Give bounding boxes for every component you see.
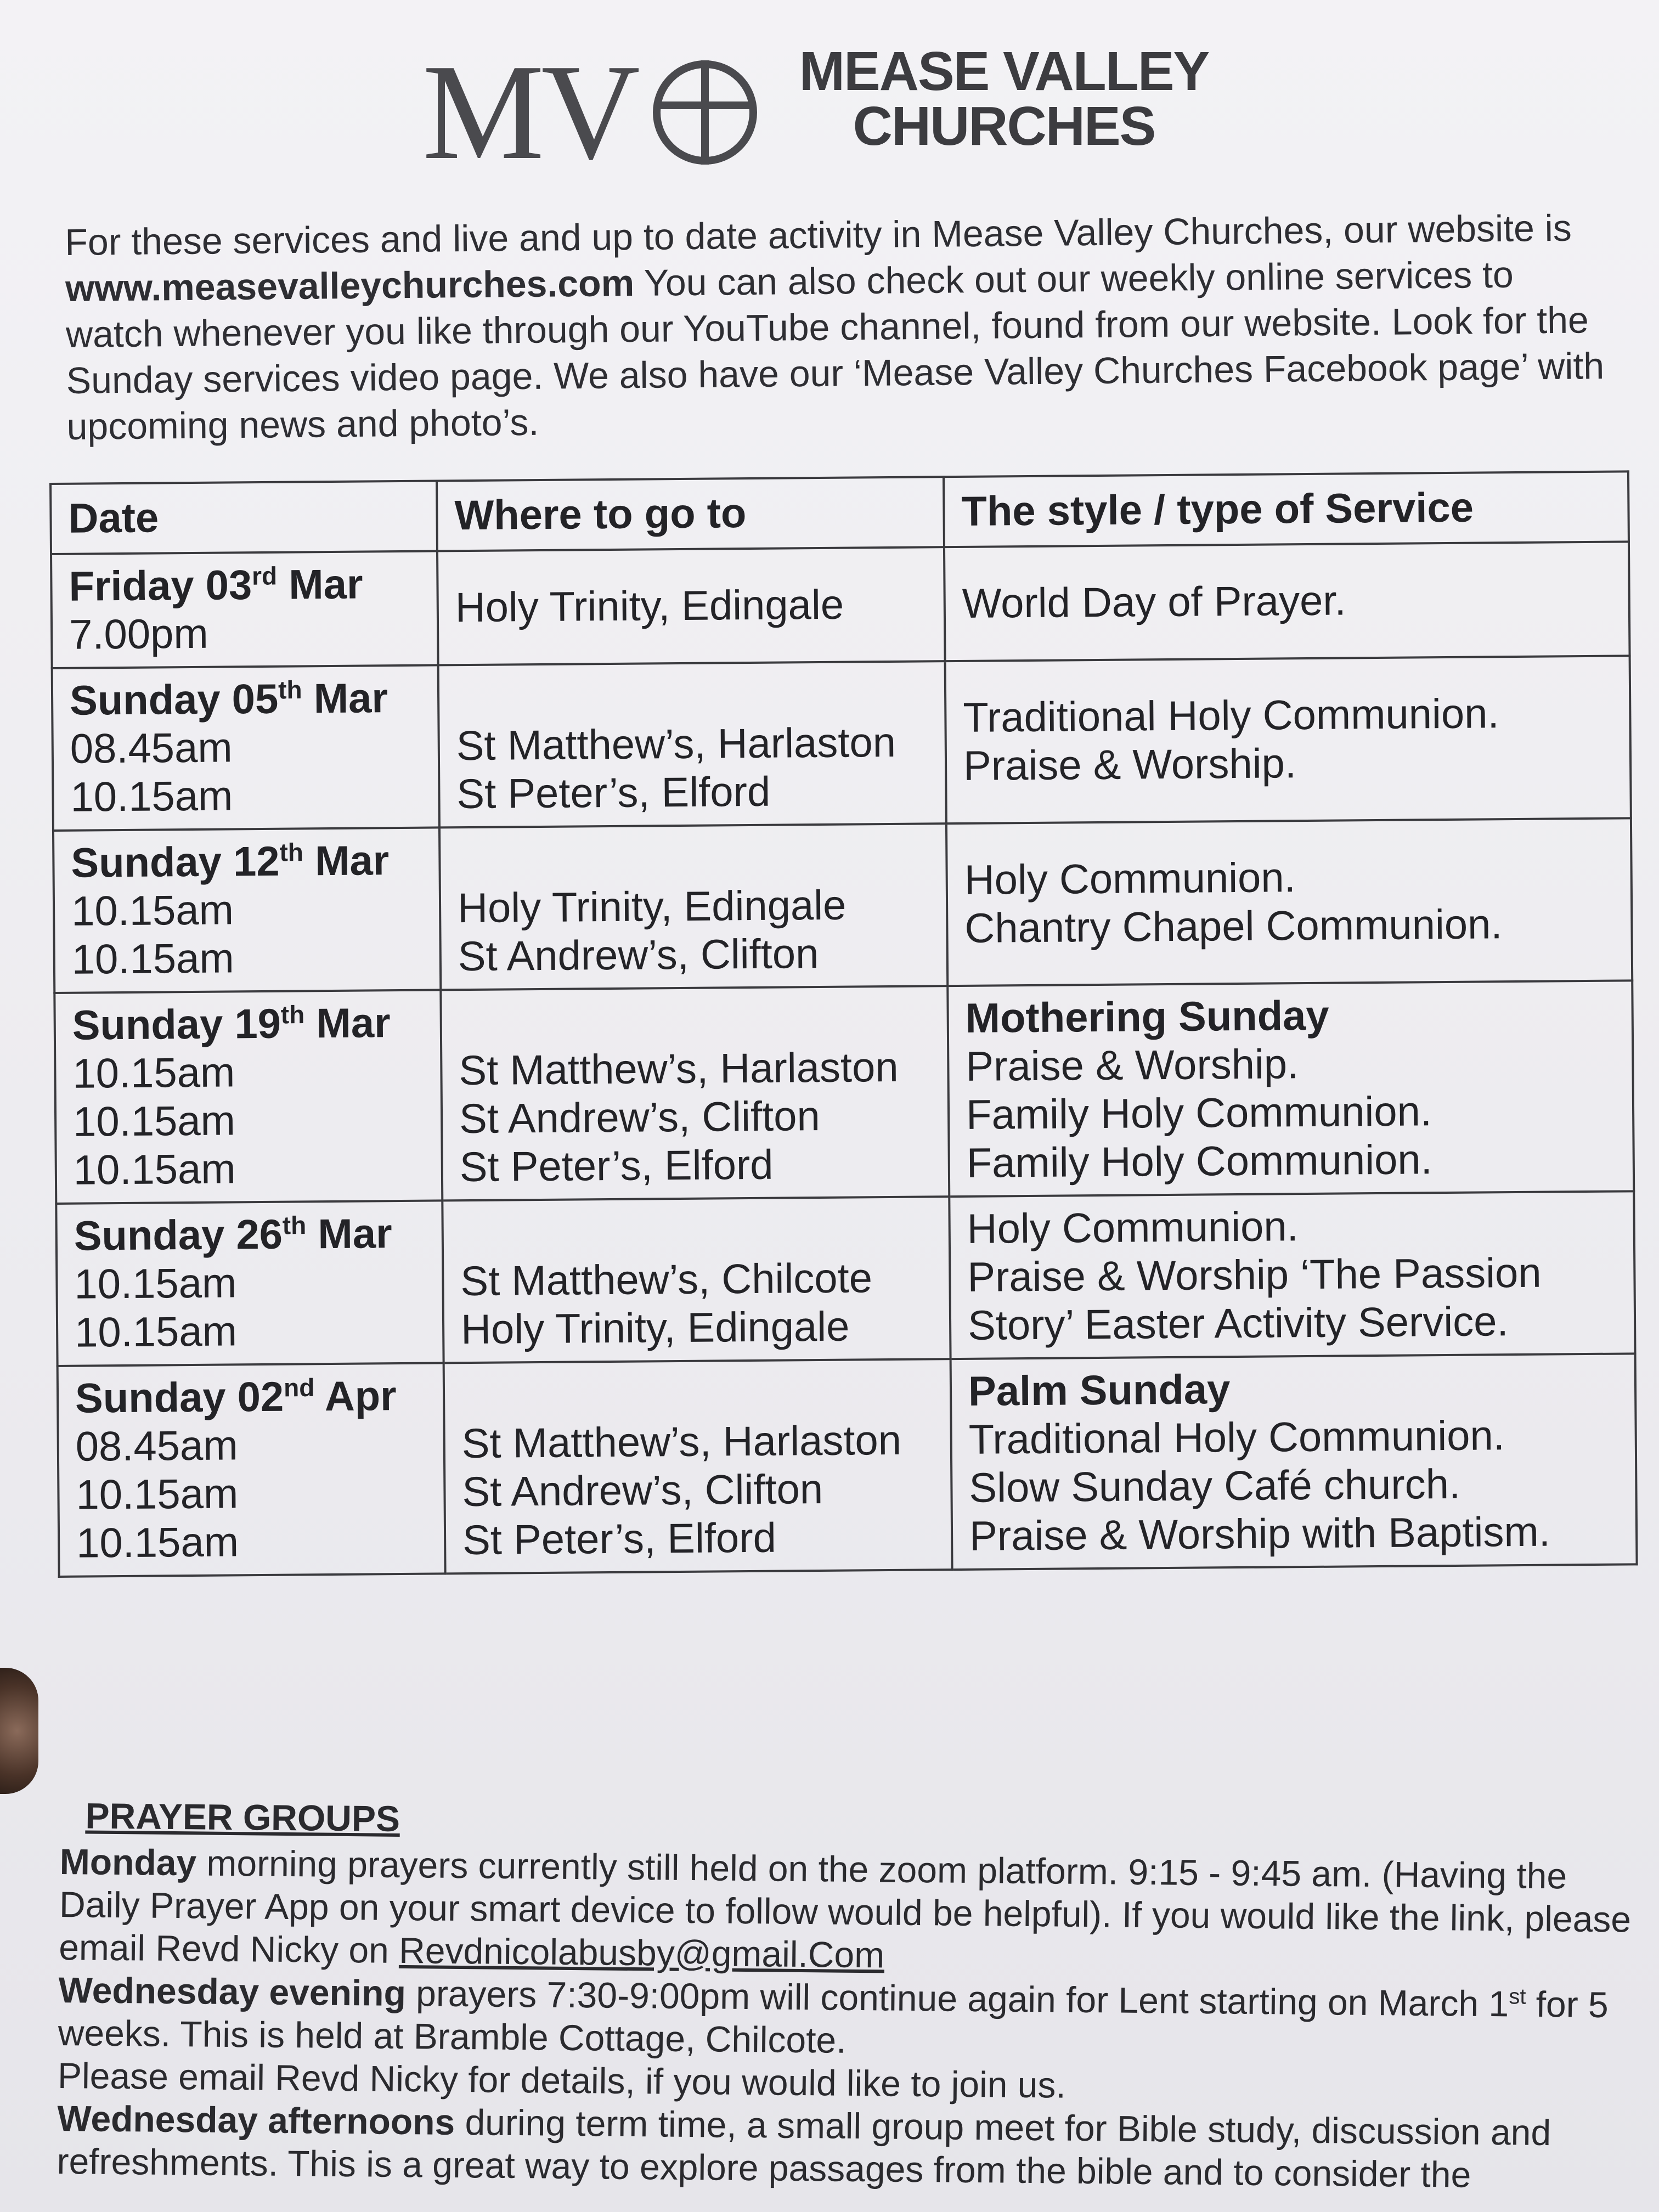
service-time: 10.15am [76, 1470, 239, 1519]
place-cell [439, 823, 947, 990]
church-name: Holy Trinity, Edingale [460, 1303, 850, 1353]
month-text: Mar [303, 837, 390, 885]
intro-paragraph [65, 205, 1620, 450]
service-time: 08.45am [70, 724, 233, 772]
place-cell [441, 986, 949, 1200]
service-time: 10.15am [70, 772, 233, 821]
org-name-line1: MEASE VALLEY [799, 41, 1209, 102]
day-text: Sunday 12 [71, 838, 280, 887]
day-label [72, 999, 424, 1050]
table-row [58, 1353, 1637, 1577]
service-type: Holy Communion. [967, 1203, 1299, 1252]
email-link[interactable]: Revdnicolabusby@gmail.Com [398, 1929, 885, 1976]
service-type: Slow Sunday Café church. [969, 1460, 1461, 1511]
day-text: Sunday 02 [75, 1373, 284, 1422]
date-cell [53, 827, 441, 993]
place-cell [444, 1359, 952, 1573]
day-text: Friday 03 [69, 562, 252, 610]
service-time: 10.15am [73, 1146, 236, 1194]
service-type: Chantry Chapel Communion. [964, 901, 1503, 952]
spacer [456, 670, 928, 722]
service-type: Story’ Easter Activity Service. [967, 1298, 1509, 1349]
column-header-place: Where to go to [437, 477, 944, 551]
special-day-label: Palm Sunday [968, 1366, 1231, 1415]
month-text: Mar [302, 675, 388, 723]
column-header-service: The style / type of Service [944, 471, 1629, 547]
day-ordinal: th [282, 1211, 307, 1240]
church-name: St Andrew’s, Clifton [459, 1093, 821, 1143]
month-text: Mar [304, 1000, 391, 1047]
wednesday-afternoon-paragraph [57, 2097, 1637, 2198]
day-ordinal: th [278, 675, 302, 704]
church-name: St Peter’s, Elford [459, 1141, 774, 1191]
church-name: St Matthew’s, Chilcote [460, 1255, 873, 1305]
day-label [75, 1372, 427, 1423]
service-time: 08.45am [75, 1422, 238, 1470]
wednesday-evening-paragraph [58, 1968, 1638, 2069]
logo-letters: MV [422, 36, 637, 188]
website-link[interactable]: www.measevalleychurches.com [65, 262, 635, 309]
spacer [458, 995, 930, 1047]
month-text: Apr [314, 1373, 397, 1420]
service-type: Holy Communion. [964, 854, 1296, 904]
service-cell [945, 656, 1631, 823]
church-name: St Matthew’s, Harlaston [456, 719, 896, 770]
church-name: St Peter’s, Elford [456, 768, 771, 818]
service-time: 10.15am [71, 935, 234, 983]
service-type: Praise & Worship. [966, 1041, 1299, 1090]
date-cell [52, 665, 439, 831]
day-ordinal: th [279, 838, 304, 867]
spacer [457, 832, 929, 884]
day-label [71, 837, 422, 888]
header [422, 33, 1223, 188]
church-name: Holy Trinity, Edingale [457, 882, 847, 932]
service-cell [946, 818, 1632, 986]
monday-text: morning prayers currently still held on the zoom platform. 9:15 - 9:45 am. (Having the Daily Prayer App on your smart device to follow would be helpful). If you would like the link, please email Revd Nicky on [58, 1842, 1632, 1971]
service-time: 10.15am [72, 1097, 236, 1146]
table-row [53, 818, 1632, 993]
thumb-photo-edge [0, 1668, 38, 1794]
service-time: 10.15am [76, 1519, 239, 1567]
table-row [52, 656, 1631, 831]
service-type: Praise & Worship ‘The Passion [967, 1249, 1542, 1301]
service-time: 10.15am [71, 887, 234, 935]
church-name: St Peter’s, Elford [462, 1514, 777, 1564]
table-row [54, 980, 1634, 1204]
wednesday-evening-text2: for 5 weeks. This is held at Bramble Cottage, Chilcote. [58, 1983, 1609, 2061]
wednesday-afternoon-text: during term time, a small group meet for Bible study, discussion and refreshments. This is a great way to explore passages from the bible and to consider the [57, 2101, 1551, 2195]
service-time: 10.15am [74, 1308, 238, 1356]
service-cell [951, 1353, 1637, 1570]
service-type: Traditional Holy Communion. [963, 690, 1499, 741]
column-header-date: Date [50, 481, 437, 554]
service-type: Praise & Worship with Baptism. [969, 1508, 1551, 1560]
service-time: 7.00pm [69, 610, 209, 658]
intro-text-after: You can also check out our weekly online services to watch whenever you like through our YouTube channel, found from our website. Look for the Sunday services video page. We also have our ‘Mease Valley Churches Facebook page’ with upcoming news and photo’s. [65, 253, 1605, 448]
spacer [461, 1368, 934, 1420]
service-type: Praise & Worship. [963, 740, 1297, 789]
service-cell [944, 541, 1630, 661]
service-type: Traditional Holy Communion. [968, 1412, 1505, 1463]
church-name: St Matthew’s, Harlaston [459, 1043, 899, 1094]
wednesday-afternoon-label: Wednesday afternoons [57, 2097, 455, 2142]
church-name: St Andrew’s, Clifton [458, 930, 819, 980]
day-label [74, 1210, 425, 1261]
service-time: 10.15am [74, 1260, 237, 1308]
day-ordinal: nd [283, 1373, 315, 1402]
intro-text-before: For these services and live and up to date activity in Mease Valley Churches, our website is [65, 207, 1572, 263]
org-name [795, 41, 1212, 157]
place-cell [442, 1197, 950, 1363]
date-cell [54, 990, 442, 1204]
service-type: Family Holy Communion. [966, 1088, 1432, 1138]
special-day-label: Mothering Sunday [965, 992, 1329, 1042]
wednesday-evening-text: prayers 7:30-9:00pm will continue again for Lent starting on March 1 [405, 1973, 1509, 2024]
wednesday-evening-label: Wednesday evening [58, 1969, 407, 2014]
church-name: Holy Trinity, Edingale [455, 581, 844, 631]
table-row [51, 541, 1630, 668]
day-text: Sunday 26 [74, 1211, 283, 1260]
org-name-line2: CHURCHES [853, 95, 1155, 157]
date-cell [58, 1363, 445, 1577]
place-cell [438, 661, 946, 827]
day-text: Sunday 19 [72, 1000, 281, 1049]
monday-label: Monday [59, 1841, 197, 1883]
cross-circle-icon [647, 55, 763, 170]
wednesday-evening-ordinal: st [1509, 1984, 1526, 2009]
day-label [69, 560, 420, 611]
place-cell [437, 547, 945, 665]
church-name: St Matthew’s, Harlaston [461, 1417, 902, 1468]
service-time: 10.15am [72, 1049, 235, 1097]
date-cell [56, 1200, 443, 1366]
table-header-row [50, 471, 1629, 554]
table-row [56, 1191, 1635, 1366]
service-schedule-table [49, 470, 1638, 1578]
service-cell [949, 1191, 1635, 1359]
prayer-groups-section [57, 1794, 1640, 2198]
spacer [460, 1205, 932, 1257]
prayer-groups-heading: PRAYER GROUPS [85, 1795, 400, 1839]
month-text: Mar [306, 1210, 392, 1258]
service-type: Family Holy Communion. [966, 1136, 1432, 1187]
date-cell [51, 551, 438, 668]
day-ordinal: th [280, 1000, 305, 1029]
day-text: Sunday 05 [69, 675, 279, 724]
day-ordinal: rd [251, 561, 278, 590]
month-text: Mar [276, 561, 363, 608]
service-cell [947, 980, 1634, 1197]
day-label [70, 674, 421, 725]
contact-paragraph: Please email Revd Nicky for details, if you would like to join us. [57, 2055, 1066, 2106]
service-type: World Day of Prayer. [962, 577, 1346, 627]
church-name: St Andrew’s, Clifton [462, 1465, 823, 1516]
monday-paragraph [59, 1840, 1640, 1984]
